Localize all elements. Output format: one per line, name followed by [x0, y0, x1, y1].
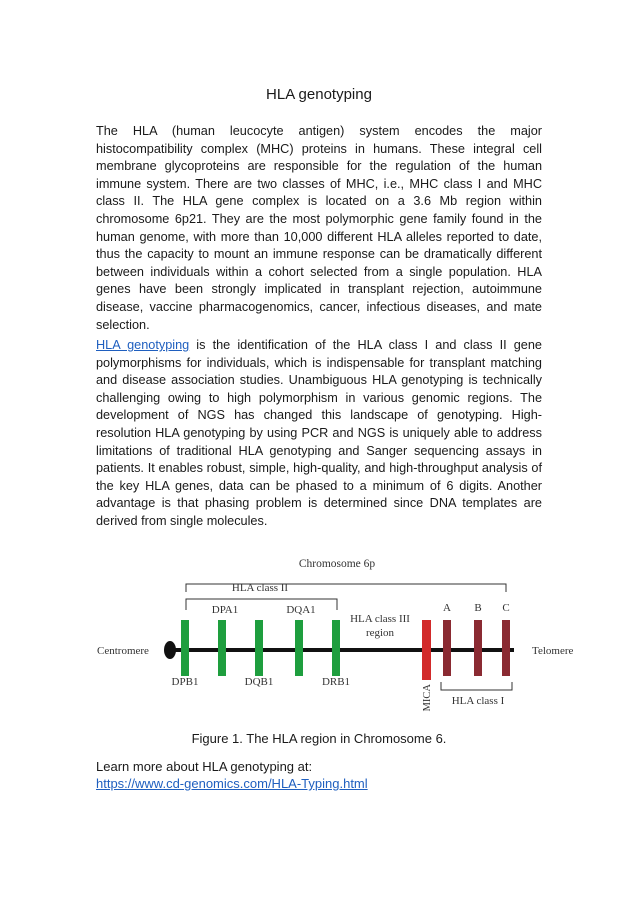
gene-label-b: B: [474, 602, 482, 614]
learn-more: [96, 758, 542, 792]
learn-more-text: Learn more about HLA genotyping at:: [96, 759, 313, 774]
hla-genotyping-link[interactable]: HLA genotyping: [96, 338, 190, 352]
gene-label-dpb1: DPB1: [171, 676, 199, 688]
gene-bar-dpb1: [181, 620, 189, 676]
class3-label-line2: region: [365, 627, 395, 639]
centromere-marker: [164, 641, 176, 659]
mica-gene: [422, 620, 431, 680]
class3-label: [350, 613, 410, 639]
intro-paragraph: The HLA (human leucocyte antigen) system encodes the major histocompatibility complex (MHC) proteins in humans. These integral cell membrane glycoproteins are responsible for the regulation of the human immune system. There are two classes of MHC, i.e., MHC class I and MHC class II. The HLA gene complex is located on a 3.6 Mb region within chromosome 6p21. They are the most polymorphic gene family found in the human genome, with more than 10,000 different HLA alleles reported to date, thus the capacity to mount an immune response can be dramatically different between individuals within a cohort selected from a single population. HLA genes have been strongly implicated in transplant rejection, autoimmune disease, vaccine pharmacogenomics, cancer, infectious diseases, and mate selection.: [96, 124, 542, 332]
hla-region-figure: [94, 552, 574, 712]
class3-label-line1: HLA class III: [350, 613, 410, 625]
genotyping-paragraph: [96, 337, 542, 531]
gene-bar-dqa1: [295, 620, 303, 676]
genotyping-paragraph-text: is the identification of the HLA class I and class II gene polymorphisms for individuals, which is indispensable for transplant matching and disease association studies. Unambiguous HLA genotyping is technically challenging owing to high polymorphism in various genomic regions. The development of NGS has changed this landscape of genotyping. High-resolution HLA genotyping by using PCR and NGS is uniquely able to address limitations of traditional HLA genotyping and Sanger sequencing assays in patients. It enables robust, simple, high-quality, and high-throughput analysis of the key HLA genes, data can be phased to a minimum of 6 digits. Another advantage is that phasing problem is determined since DNA templates are derived from single molecules.: [96, 338, 542, 528]
telomere-label: Telomere: [532, 645, 574, 657]
gene-label-a: A: [443, 602, 451, 614]
class2-label: HLA class II: [231, 582, 289, 594]
centromere-label: Centromere: [97, 645, 149, 657]
gene-label-c: C: [502, 602, 510, 614]
gene-bar-drb1: [332, 620, 340, 676]
gene-label-drb1: DRB1: [321, 676, 351, 688]
mica-label: MICA: [422, 684, 433, 712]
learn-more-link[interactable]: https://www.cd-genomics.com/HLA-Typing.html: [96, 776, 368, 791]
page-title: HLA genotyping: [266, 86, 372, 103]
gene-bar-b: [474, 620, 482, 676]
chromosome-label: Chromosome 6p: [298, 558, 376, 570]
gene-bar-c: [502, 620, 510, 676]
gene-bar-dpa1: [218, 620, 226, 676]
figure-caption: Figure 1. The HLA region in Chromosome 6.: [191, 731, 447, 746]
gene-bar-dqb1: [255, 620, 263, 676]
gene-label-dpa1: DPA1: [211, 604, 239, 616]
class1-label: HLA class I: [451, 695, 505, 707]
gene-bar-a: [443, 620, 451, 676]
gene-label-dqa1: DQA1: [286, 604, 316, 616]
gene-label-dqb1: DQB1: [244, 676, 274, 688]
class1-bracket: [441, 682, 512, 690]
